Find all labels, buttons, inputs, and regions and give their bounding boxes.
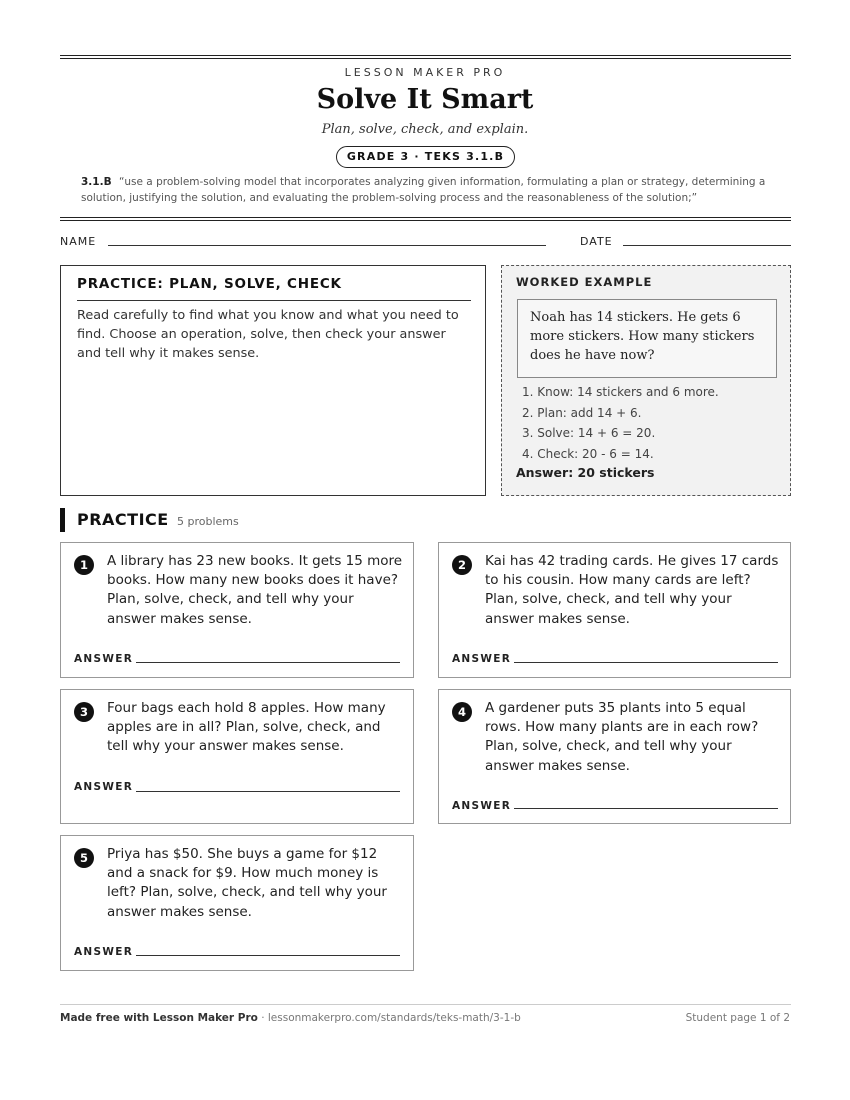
- answer-label: ANSWER: [452, 653, 512, 665]
- worked-example-title: WORKED EXAMPLE: [516, 275, 653, 289]
- problem-text: Kai has 42 trading cards. He gives 17 cards to his cousin. How many cards are left? Plan, solve, check, and tell why your answer makes sense.: [485, 553, 779, 627]
- practice-instructions-box: [60, 265, 486, 496]
- footer-url[interactable]: · lessonmakerpro.com/standards/teks-math/3-1-b: [257, 1012, 521, 1024]
- worksheet-title: Solve It Smart: [316, 84, 534, 115]
- page-indicator: Student page 1 of 2: [685, 1012, 790, 1024]
- worked-step: 2. Plan: add 14 + 6.: [522, 405, 642, 420]
- name-label: NAME: [60, 235, 97, 248]
- worked-step: 1. Know: 14 stickers and 6 more.: [522, 385, 719, 399]
- problem-card-5: [60, 835, 414, 971]
- answer-label: ANSWER: [74, 653, 134, 665]
- name-field-line[interactable]: [108, 245, 546, 246]
- problem-number-badge: 5: [74, 848, 94, 868]
- answer-line[interactable]: [136, 791, 400, 792]
- problem-card-1: [60, 542, 414, 678]
- worked-example-steps: [522, 382, 719, 464]
- top-double-rule: [60, 55, 791, 59]
- date-label: DATE: [580, 235, 613, 248]
- date-field-line[interactable]: [623, 245, 791, 246]
- practice-box-title: PRACTICE: PLAN, SOLVE, CHECK: [77, 276, 471, 301]
- problem-number-badge: 2: [452, 555, 472, 575]
- brand-name: LESSON MAKER PRO: [344, 66, 506, 79]
- standard-description: [81, 174, 781, 206]
- answer-line[interactable]: [514, 808, 778, 809]
- answer-label: ANSWER: [452, 800, 512, 812]
- problem-number-badge: 3: [74, 702, 94, 722]
- answer-line[interactable]: [136, 662, 400, 663]
- standard-text: “use a problem-solving model that incorporates analyzing given information, formulating a plan or strategy, determining a solution, justifying the solution, and evaluating the problem-solving process and the reasonableness of the solution;”: [81, 176, 766, 204]
- problem-text: Four bags each hold 8 apples. How many apples are in all? Plan, solve, check, and tell why your answer makes sense.: [107, 700, 386, 755]
- worked-step: 4. Check: 20 - 6 = 14.: [522, 446, 654, 461]
- worked-example-answer: Answer: 20 stickers: [516, 465, 655, 480]
- practice-section-title: PRACTICE: [77, 510, 169, 529]
- standard-code: 3.1.B: [81, 176, 112, 188]
- worksheet-subtitle: Plan, solve, check, and explain.: [321, 122, 529, 137]
- answer-line[interactable]: [136, 955, 400, 956]
- problem-card-3: [60, 689, 414, 824]
- footer-credit: [60, 1012, 521, 1024]
- worked-example-box: [501, 265, 791, 496]
- footer-made-with: Made free with Lesson Maker Pro: [60, 1012, 258, 1024]
- footer-rule: [60, 1004, 791, 1005]
- answer-label: ANSWER: [74, 946, 134, 958]
- problem-text: Priya has $50. She buys a game for $12 and a snack for $9. How much money is left? Plan, solve, check, and tell why your answer makes sense.: [107, 846, 387, 920]
- problem-number-badge: 4: [452, 702, 472, 722]
- problem-text: A gardener puts 35 plants into 5 equal rows. How many plants are in each row? Plan, solve, check, and tell why your answer makes sense.: [485, 700, 759, 774]
- answer-line[interactable]: [514, 662, 778, 663]
- problem-number-badge: 1: [74, 555, 94, 575]
- practice-box-text: Read carefully to find what you know and what you need to find. Choose an operation, solve, then check your answer and tell why it makes sense.: [77, 308, 459, 361]
- answer-label: ANSWER: [74, 781, 134, 793]
- problem-card-2: [438, 542, 791, 678]
- header-bottom-double-rule: [60, 217, 791, 221]
- problem-text: A library has 23 new books. It gets 15 more books. How many new books does it have? Plan, solve, check, and tell why your answer makes sense.: [107, 553, 403, 627]
- section-accent-bar: [60, 508, 65, 532]
- problem-count: 5 problems: [177, 515, 239, 528]
- grade-badge: GRADE 3 · TEKS 3.1.B: [336, 146, 515, 168]
- worked-example-question: Noah has 14 stickers. He gets 6 more stickers. How many stickers does he have now?: [517, 299, 777, 378]
- worked-step: 3. Solve: 14 + 6 = 20.: [522, 426, 656, 440]
- problem-card-4: [438, 689, 791, 824]
